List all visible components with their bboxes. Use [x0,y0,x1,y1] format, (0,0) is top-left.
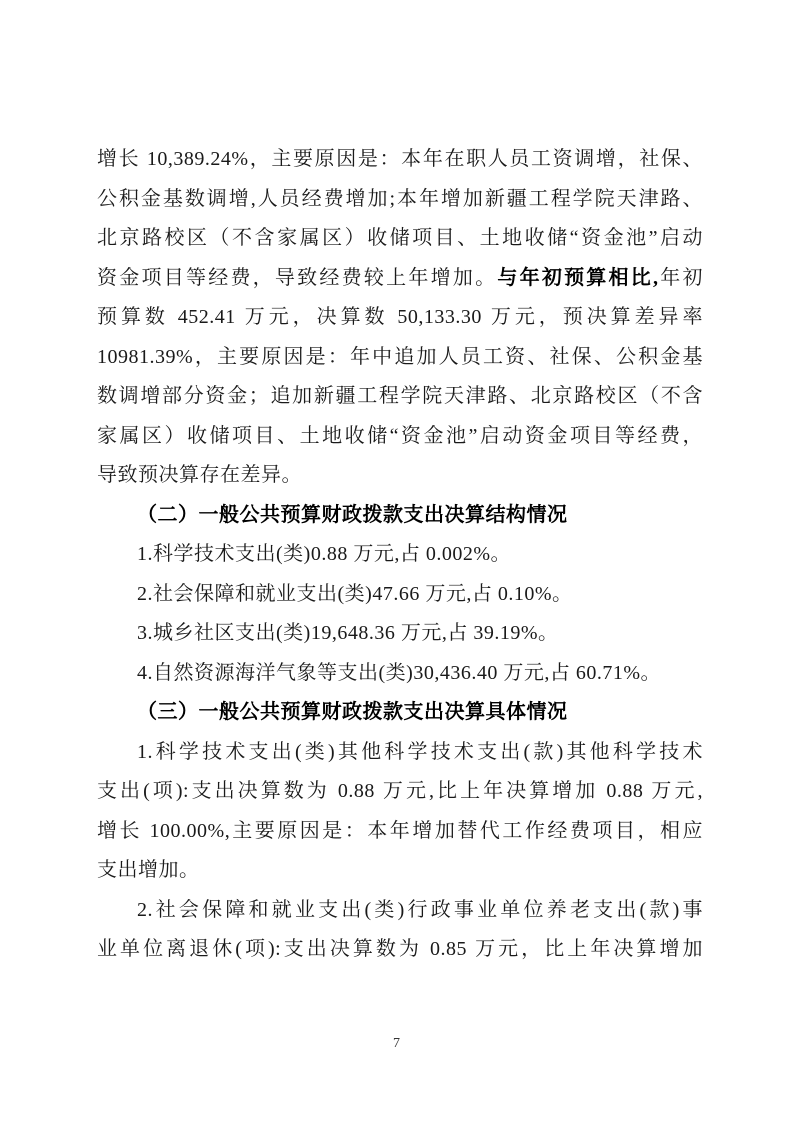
document-line [97,812,703,852]
document-line [97,338,703,378]
text-run: 3.城乡社区支出(类)19,648.36 万元,占 39.19%。 [137,622,559,644]
text-run: 公积金基数调增,人员经费增加;本年增加新疆工程学院天津路、 [97,187,703,210]
text-run: 预算数 452.41 万元，决算数 50,133.30 万元，预决算差异率 [97,306,703,328]
text-run: 年初 [658,266,703,289]
text-run: 1.科学技术支出(类)其他科学技术支出(款)其他科学技术 [137,740,703,763]
text-run: 2.社会保障和就业支出(类)行政事业单位养老支出(款)事 [137,898,703,921]
document-line [97,614,703,654]
document-line [97,772,703,812]
document-line [97,891,703,931]
document-line [97,417,703,457]
document-line [97,535,703,575]
document-line [97,180,703,220]
document-line [97,377,703,417]
bold-text-run: （二）一般公共预算财政拨款支出决算结构情况 [137,503,568,526]
text-run: 1.科学技术支出(类)0.88 万元,占 0.002%。 [137,543,511,565]
text-run: 数调增部分资金；追加新疆工程学院天津路、北京路校区（不含 [97,385,703,407]
text-run: 北京路校区（不含家属区）收储项目、土地收储“资金池”启动 [97,227,703,249]
document-line [97,851,703,891]
page-number: 7 [393,1036,400,1051]
document-line [97,733,703,773]
text-run: 支出(项):支出决算数为 0.88 万元,比上年决算增加 0.88 万元, [97,780,703,802]
text-run: 导致预决算存在差异。 [97,464,302,486]
document-line [97,219,703,259]
document-line [97,456,703,496]
document-line [97,259,703,299]
bold-text-run: 与年初预算相比, [497,266,659,289]
text-run: 10981.39%，主要原因是：年中追加人员工资、社保、公积金基 [97,345,703,368]
document-line [97,140,703,180]
text-run: 增长 100.00%,主要原因是：本年增加替代工作经费项目，相应 [97,819,703,842]
document-line [97,575,703,615]
document-line [97,930,703,970]
section-heading [97,693,703,733]
text-run: 增长 10,389.24%，主要原因是：本年在职人员工资调增，社保、 [97,148,703,170]
bold-text-run: （三）一般公共预算财政拨款支出决算具体情况 [137,701,568,723]
text-run: 4.自然资源海洋气象等支出(类)30,436.40 万元,占 60.71%。 [137,661,661,684]
text-run: 业单位离退休(项):支出决算数为 0.85 万元，比上年决算增加 [97,938,703,960]
text-run: 资金项目等经费，导致经费较上年增加。 [97,266,498,289]
section-heading [97,496,703,536]
text-run: 家属区）收储项目、土地收储“资金池”启动资金项目等经费， [97,424,703,447]
text-run: 支出增加。 [97,859,200,881]
page-footer [0,1034,793,1054]
text-run: 2.社会保障和就业支出(类)47.66 万元,占 0.10%。 [137,582,573,605]
document-body [97,140,703,970]
document-line [97,654,703,694]
document-line [97,298,703,338]
